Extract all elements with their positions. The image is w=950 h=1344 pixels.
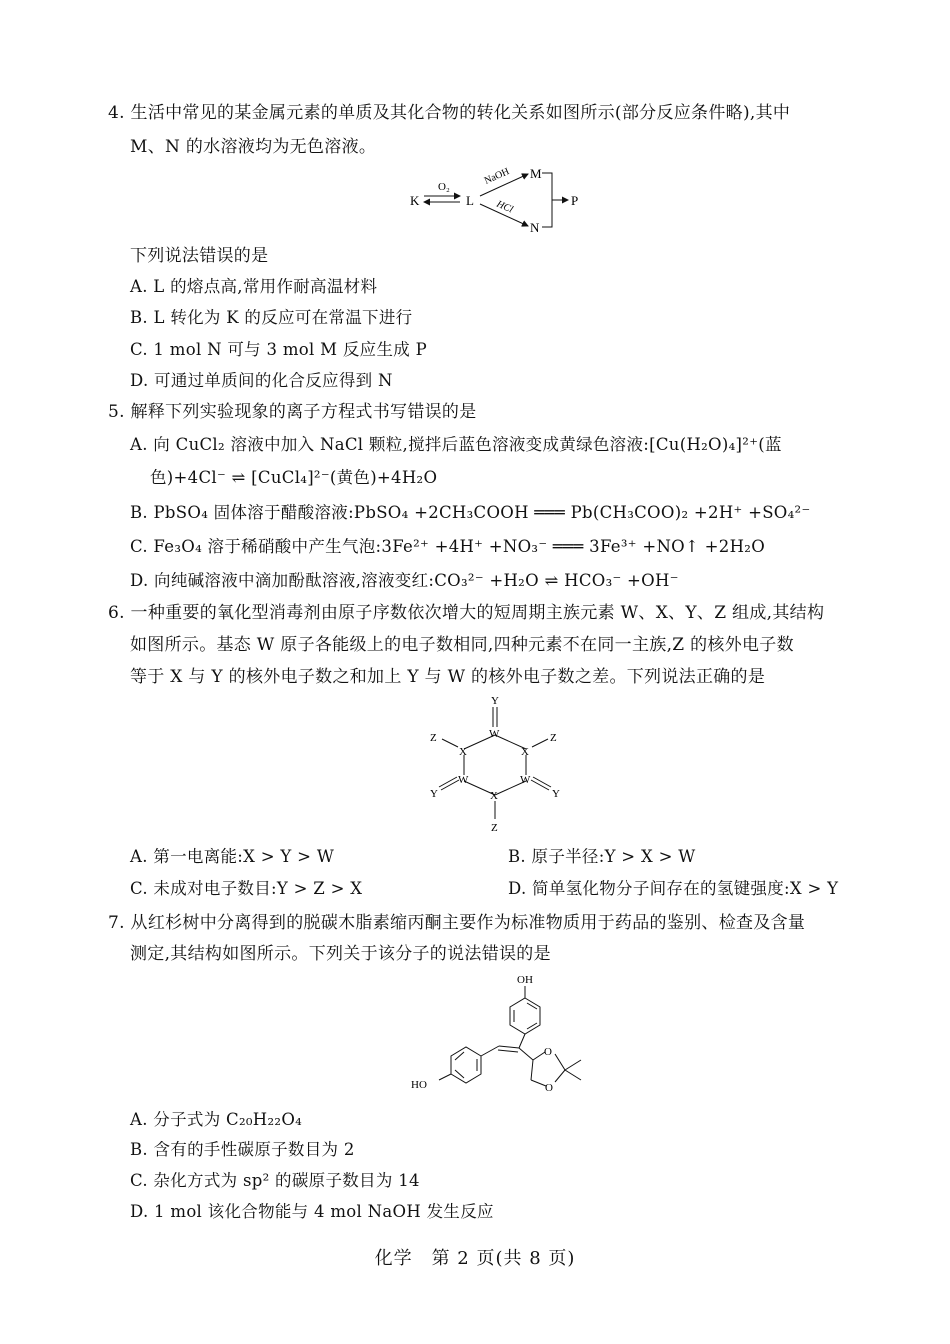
q6-option-d: D. 简单氢化物分子间存在的氢键强度:X > Y <box>508 879 839 898</box>
atom-W-left: W <box>458 774 469 786</box>
q4-option-a: A. L 的熔点高,常用作耐高温材料 <box>130 277 378 296</box>
q4-stem-line1: 4. 生活中常见的某金属元素的单质及其化合物的转化关系如图所示(部分反应条件略),其中 <box>108 103 791 123</box>
page-footer: 化学 第 2 页(共 8 页) <box>374 1248 576 1269</box>
node-K: K <box>410 193 420 208</box>
atom-Z-left: Z <box>430 732 437 744</box>
q6-stem-line2: 如图所示。基态 W 原子各能级上的电子数相同,四种元素不在同一主族,Z 的核外电子数 <box>130 635 794 655</box>
label-O-ring-bottom: O <box>545 1082 553 1094</box>
atom-W-top: W <box>489 728 500 740</box>
atom-Z-bottom: Z <box>491 822 498 834</box>
atom-Z-right: Z <box>550 732 557 744</box>
q6-option-c: C. 未成对电子数目:Y > Z > X <box>130 879 363 898</box>
q4-question: 下列说法错误的是 <box>130 246 269 266</box>
q5-option-d: D. 向纯碱溶液中滴加酚酞溶液,溶液变红:CO₃²⁻ +H₂O ⇌ HCO₃⁻ +OH⁻ <box>130 571 679 590</box>
q7-molecule-structure <box>405 970 595 1102</box>
q6-ring-structure <box>410 693 580 838</box>
atom-Y-right: Y <box>552 788 560 800</box>
q5-option-c: C. Fe₃O₄ 溶于稀硝酸中产生气泡:3Fe²⁺ +4H⁺ +NO₃⁻ ═══ 3Fe³⁺ +NO↑ +2H₂O <box>130 537 766 556</box>
label-OH-top: OH <box>517 974 533 986</box>
node-P: P <box>571 193 579 208</box>
label-HCl: HCl <box>494 198 515 216</box>
q5-stem: 5. 解释下列实验现象的离子方程式书写错误的是 <box>108 402 477 422</box>
q4-option-c: C. 1 mol N 可与 3 mol M 反应生成 P <box>130 340 428 359</box>
q4-conversion-diagram <box>400 160 600 240</box>
q5-option-b: B. PbSO₄ 固体溶于醋酸溶液:PbSO₄ +2CH₃COOH ═══ Pb(CH₃COO)₂ +2H⁺ +SO₄²⁻ <box>130 503 811 522</box>
q5-option-a-line1: A. 向 CuCl₂ 溶液中加入 NaCl 颗粒,搅拌后蓝色溶液变成黄绿色溶液:[Cu(H₂O)₄]²⁺(蓝 <box>130 435 782 454</box>
q4-stem-line2: M、N 的水溶液均为无色溶液。 <box>130 137 377 157</box>
node-M: M <box>530 166 542 181</box>
q6-option-b: B. 原子半径:Y > X > W <box>508 847 696 866</box>
q4-option-d: D. 可通过单质间的化合反应得到 N <box>130 371 393 390</box>
q4-option-b: B. L 转化为 K 的反应可在常温下进行 <box>130 308 413 327</box>
label-HO-left: HO <box>411 1079 427 1091</box>
q7-stem-line1: 7. 从红杉树中分离得到的脱碳木脂素缩丙酮主要作为标准物质用于药品的鉴别、检查及含量 <box>108 913 806 933</box>
label-NaOH: NaOH <box>482 166 512 187</box>
q7-option-b: B. 含有的手性碳原子数目为 2 <box>130 1140 355 1159</box>
atom-X-left: X <box>459 746 467 758</box>
q5-option-a-line2: 色)+4Cl⁻ ⇌ [CuCl₄]²⁻(黄色)+4H₂O <box>150 468 438 487</box>
atom-W-right: W <box>520 774 531 786</box>
atom-Y-left: Y <box>430 788 438 800</box>
q6-stem-line1: 6. 一种重要的氧化型消毒剂由原子序数依次增大的短周期主族元素 W、X、Y、Z 组成,其结构 <box>108 603 825 623</box>
q6-stem-line3: 等于 X 与 Y 的核外电子数之和加上 Y 与 W 的核外电子数之差。下列说法正确的是 <box>130 667 766 687</box>
q7-option-c: C. 杂化方式为 sp² 的碳原子数目为 14 <box>130 1171 420 1190</box>
atom-X-bottom: X <box>490 790 498 802</box>
q7-stem-line2: 测定,其结构如图所示。下列关于该分子的说法错误的是 <box>130 944 551 964</box>
q7-option-d: D. 1 mol 该化合物能与 4 mol NaOH 发生反应 <box>130 1202 494 1221</box>
q7-option-a: A. 分子式为 C₂₀H₂₂O₄ <box>130 1110 303 1129</box>
node-N: N <box>530 220 540 235</box>
label-O-ring-top: O <box>544 1046 552 1058</box>
q6-option-a: A. 第一电离能:X > Y > W <box>130 847 335 866</box>
node-L: L <box>466 193 474 208</box>
label-O2: O₂ <box>438 181 450 193</box>
atom-X-right: X <box>521 746 529 758</box>
atom-Y-top: Y <box>491 695 499 707</box>
